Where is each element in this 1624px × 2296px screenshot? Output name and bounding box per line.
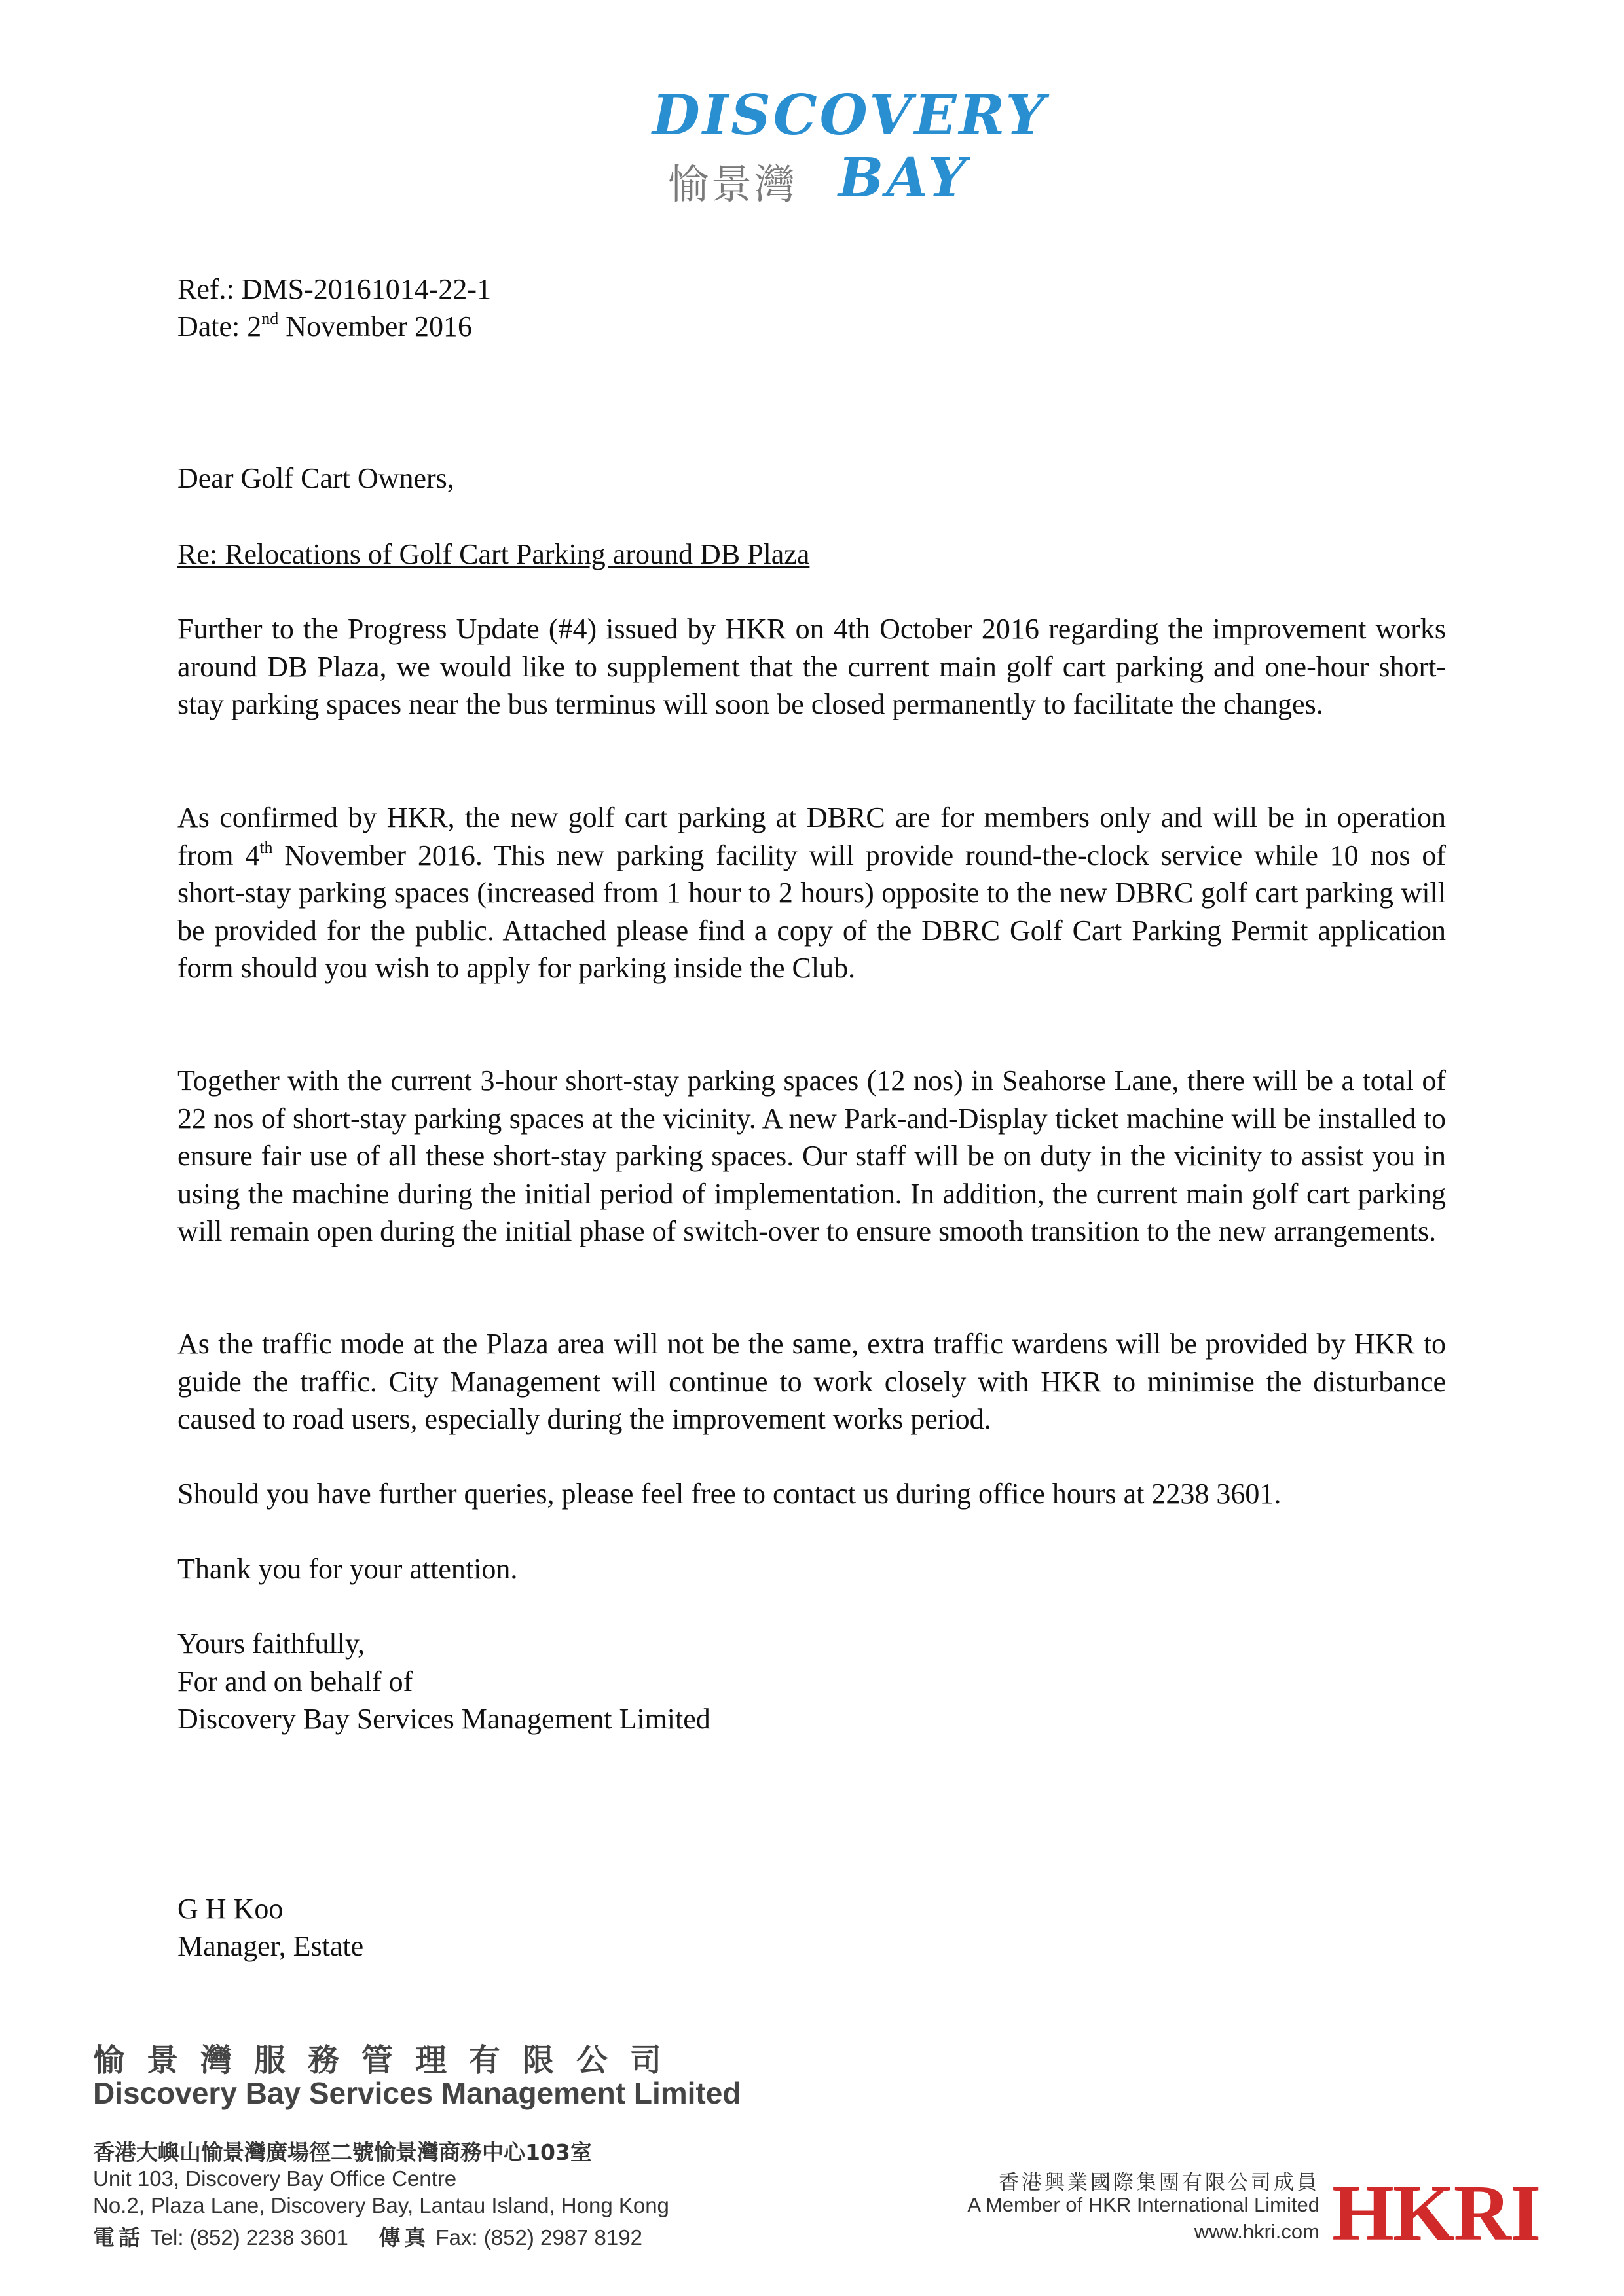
- tel-chinese-label: 電話: [93, 2225, 144, 2250]
- hkri-logo: HKRI: [1332, 2169, 1540, 2257]
- paragraph-4: As the traffic mode at the Plaza area will not be the same, extra traffic wardens will be provided by HKR to guide the traffic. City Management will continue to work closely with HKR to minimise the disturbance caused to road users, especially during the improvement works period.: [177, 1328, 1446, 1435]
- closing-company: Discovery Bay Services Management Limited: [177, 1703, 710, 1735]
- signer-name: G H Koo: [177, 1893, 284, 1925]
- logo-english-text: DISCOVERY: [652, 82, 1048, 147]
- paragraph-2-part-a: As confirmed by HKR, the new golf cart parking at DBRC are for members only and will be in operation from 4: [177, 801, 1446, 871]
- footer-member-english: A Member of HKR International Limited: [967, 2193, 1320, 2216]
- paragraph-6: Thank you for your attention.: [177, 1553, 518, 1585]
- paragraph-2: [177, 799, 1446, 987]
- letter-date: [177, 308, 472, 345]
- footer-contact-line: [93, 2221, 642, 2251]
- paragraph-2-ordinal: th: [259, 837, 273, 857]
- paragraph-5: Should you have further queries, please feel free to contact us during office hours at 2238 3601.: [177, 1478, 1282, 1510]
- footer-telephone: Tel: (852) 2238 3601: [150, 2225, 348, 2250]
- paragraph-3: Together with the current 3-hour short-stay parking spaces (12 nos) in Seahorse Lane, there will be a total of 22 nos of short-stay parking spaces at the vicinity. A new Park-and-Display ticket machine will be installed to ensure fair use of all these short-stay parking spaces. Our staff will be on duty in the vicinity to assist you in using the machine during the initial period of implementation. In addition, the current main golf cart parking will remain open during the initial phase of switch-over to ensure smooth transition to the new arrangements.: [177, 1065, 1446, 1247]
- footer-address-line-1: Unit 103, Discovery Bay Office Centre: [93, 2166, 457, 2191]
- footer-fax: Fax: (852) 2987 8192: [435, 2225, 642, 2250]
- date-suffix: November 2016: [278, 310, 473, 342]
- signer-title: Manager, Estate: [177, 1930, 364, 1962]
- date-ordinal: nd: [261, 309, 279, 328]
- closing-behalf: For and on behalf of: [177, 1666, 413, 1698]
- closing-phrase: Yours faithfully,: [177, 1628, 365, 1660]
- paragraph-1: Further to the Progress Update (#4) issued by HKR on 4th October 2016 regarding the improvement works around DB Plaza, we would like to supplement that the current main golf cart parking and one-hour short-stay parking spaces near the bus terminus will soon be closed permanently to facilitate the changes.: [177, 613, 1446, 720]
- footer-address-chinese: 香港大嶼山愉景灣廣場徑二號愉景灣商務中心103室: [93, 2140, 592, 2165]
- reference-number: Ref.: DMS-20161014-22-1: [177, 273, 492, 305]
- footer-company-english: Discovery Bay Services Management Limited: [93, 2076, 741, 2110]
- footer-company-chinese: 愉景灣服務管理有限公司: [93, 2042, 684, 2079]
- discovery-bay-logo: [642, 79, 1048, 210]
- footer-website: www.hkri.com: [1194, 2220, 1320, 2243]
- logo-chinese-text: 愉景灣: [668, 160, 798, 208]
- fax-chinese-label: 傳真: [378, 2225, 430, 2250]
- date-prefix: Date: 2: [177, 310, 262, 342]
- footer-address-line-2: No.2, Plaza Lane, Discovery Bay, Lantau Island, Hong Kong: [93, 2193, 669, 2217]
- paragraph-2-part-b: November 2016. This new parking facility will provide round-the-clock service while 10 nos of short-stay parking spaces (increased from 1 hour to 2 hours) opposite to the new DBRC golf cart parking will be provided for the public. Attached please find a copy of the DBRC Golf Cart Parking Permit application form should you wish to apply for parking inside the Club.: [177, 839, 1447, 984]
- logo-bay-text: BAY: [838, 147, 969, 210]
- salutation: Dear Golf Cart Owners,: [177, 462, 454, 494]
- subject-line: Re: Relocations of Golf Cart Parking around DB Plaza: [177, 538, 810, 570]
- footer-member-chinese: 香港興業國際集團有限公司成員: [999, 2171, 1320, 2195]
